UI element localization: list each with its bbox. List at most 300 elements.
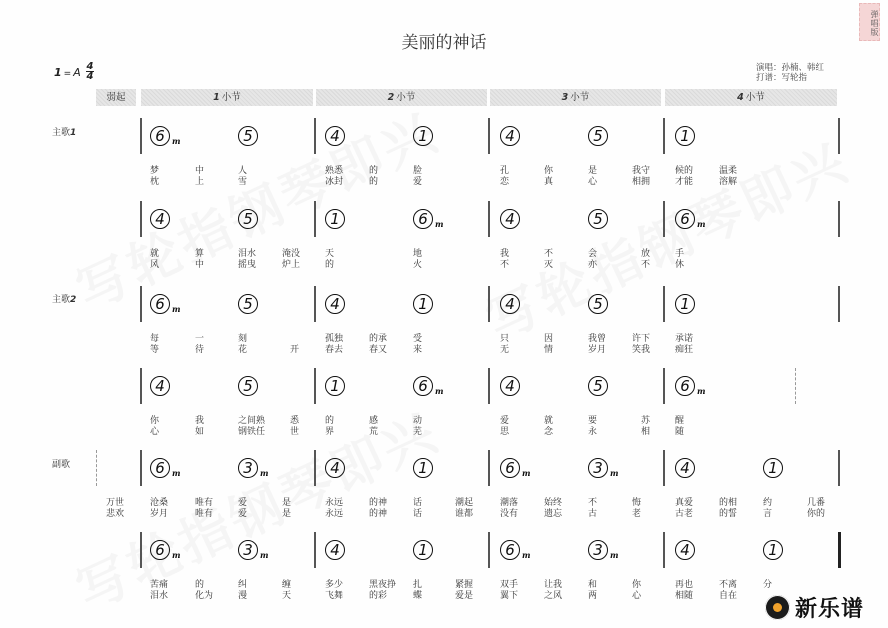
barline [838, 450, 840, 486]
lyric-line-1: 受 [413, 334, 423, 344]
lyric-line-2: 芜 [413, 427, 423, 437]
lyric-line-2: 相拥 [632, 177, 651, 187]
chord-degree-6-minor [150, 540, 181, 560]
chord-number: 1 [418, 295, 428, 313]
lyric-line-2: 相 [641, 427, 651, 437]
barline [488, 286, 490, 322]
lyric-line-1: 是 [588, 166, 598, 176]
barline [140, 118, 142, 154]
chord-degree-4 [150, 376, 170, 396]
chord-degree-5 [588, 209, 608, 229]
section-label-verse2: 主歌2 [52, 295, 77, 305]
lyric-line-1: 因 [544, 334, 554, 344]
chord-number: 5 [593, 127, 603, 145]
lyric-line-1: 苦痛 [150, 580, 169, 590]
lyric-line-1: 的相 [719, 498, 738, 508]
chord-degree-4 [500, 209, 520, 229]
lyric-line-2: 真 [544, 177, 554, 187]
lyric-line-1: 要 [588, 416, 598, 426]
lyric-line-2: 的彩 [369, 591, 388, 601]
lyric-line-1: 不 [544, 249, 554, 259]
lyric-line-2: 春去 [325, 345, 344, 355]
chord-quality: m [172, 468, 181, 478]
chord-number: 6 [505, 541, 515, 559]
chord-degree-4 [500, 294, 520, 314]
lyric-line-1: 淹没 [282, 249, 301, 259]
chord-quality: m [260, 468, 269, 478]
chord-number: 6 [418, 377, 428, 395]
lyric-line-2: 的神 [369, 509, 388, 519]
chord-number: 1 [768, 459, 778, 477]
lyric-line-2: 亦 [588, 260, 598, 270]
lyric-line-2: 花 [238, 345, 248, 355]
lyric-line-2: 如 [195, 427, 205, 437]
chord-number: 6 [680, 210, 690, 228]
chord-number: 4 [330, 541, 340, 559]
chord-number: 6 [155, 541, 165, 559]
chord-number: 6 [155, 459, 165, 477]
chord-number: 1 [680, 295, 690, 313]
lyric-line-1: 话 [413, 498, 423, 508]
time-signature [86, 62, 94, 81]
measure-label: 小节 [221, 92, 241, 103]
lyric-line-2: 念 [544, 427, 554, 437]
lyric-line-1: 悔 [632, 498, 642, 508]
lyric-line-2: 灭 [544, 260, 554, 270]
lyric-line-1: 手 [675, 249, 685, 259]
lyric-line-1: 约 [763, 498, 773, 508]
lyric-line-1: 一 [195, 334, 205, 344]
barline [488, 201, 490, 237]
lyric-line-2: 爱是 [455, 591, 474, 601]
chord-quality: m [260, 550, 269, 560]
lyric-line-2: 来 [413, 345, 423, 355]
lyric-line-1: 分 [763, 580, 773, 590]
chord-degree-1 [413, 294, 433, 314]
lyric-line-1: 紧握 [455, 580, 474, 590]
measure-num: 1 [213, 92, 220, 103]
chord-quality: m [435, 386, 444, 396]
chord-degree-3-minor [238, 458, 269, 478]
chord-number: 1 [418, 127, 428, 145]
lyric-line-1: 就 [544, 416, 554, 426]
section-label-verse1: 主歌1 [52, 128, 77, 138]
lyric-line-1: 是 [282, 498, 292, 508]
chord-number: 4 [505, 127, 515, 145]
lyric-line-1: 我 [500, 249, 510, 259]
lyric-line-1: 的 [369, 166, 379, 176]
chord-quality: m [610, 550, 619, 560]
lyric-line-1: 泪水 [238, 249, 257, 259]
chord-number: 4 [155, 377, 165, 395]
lyric-line-1: 扎 [413, 580, 423, 590]
lyric-line-1: 我曾 [588, 334, 607, 344]
lyric-line-2: 谁都 [455, 509, 474, 519]
lyric-line-1: 双手 [500, 580, 519, 590]
lyric-line-2: 情 [544, 345, 554, 355]
lyric-line-2: 之风 [544, 591, 563, 601]
barline [838, 118, 840, 154]
chord-degree-6-minor [675, 209, 706, 229]
barline [663, 118, 665, 154]
measure-header-1 [141, 89, 313, 106]
chord-number: 6 [418, 210, 428, 228]
chord-quality: m [610, 468, 619, 478]
lyric-line-1: 纠 [238, 580, 248, 590]
lyric-line-1: 的 [325, 416, 335, 426]
lyric-line-1: 我 [195, 416, 205, 426]
barline [838, 201, 840, 237]
lyric-line-2: 两 [588, 591, 598, 601]
barline [140, 368, 142, 404]
barline [488, 532, 490, 568]
barline [140, 201, 142, 237]
chord-degree-3-minor [238, 540, 269, 560]
chord-number: 6 [680, 377, 690, 395]
chord-number: 5 [243, 377, 253, 395]
lyric-line-1: 候的 [675, 166, 694, 176]
lyric-line-2: 风 [150, 260, 160, 270]
chord-degree-6-minor [500, 458, 531, 478]
chord-quality: m [172, 304, 181, 314]
vinyl-record-icon [765, 595, 790, 620]
barline [663, 286, 665, 322]
chord-degree-1 [325, 376, 345, 396]
lyric-line-2: 摇曳 [238, 260, 257, 270]
lyric-line-2: 永远 [325, 509, 344, 519]
lyric-line-1: 醒 [675, 416, 685, 426]
barline [488, 368, 490, 404]
chord-degree-4 [500, 126, 520, 146]
lyric-line-2: 话 [413, 509, 423, 519]
chord-degree-5 [238, 126, 258, 146]
lyric-line-2: 永 [588, 427, 598, 437]
lyric-line-2: 等 [150, 345, 160, 355]
lyric-line-1: 刻 [238, 334, 248, 344]
lyric-line-2: 你的 [807, 509, 826, 519]
edition-tag: 弹唱版 [859, 3, 880, 41]
chord-degree-4 [150, 209, 170, 229]
site-logo [765, 592, 864, 622]
barline [488, 450, 490, 486]
lyric-line-1: 就 [150, 249, 160, 259]
chord-number: 4 [680, 541, 690, 559]
lyric-line-2: 相随 [675, 591, 694, 601]
time-bottom: 4 [86, 71, 94, 82]
lyric-line-2: 化为 [195, 591, 214, 601]
lyric-line-1: 潮落 [500, 498, 519, 508]
measure-header-2 [316, 89, 487, 106]
lyric-line-2: 上 [195, 177, 205, 187]
lyric-line-2: 不 [500, 260, 510, 270]
chord-number: 6 [155, 127, 165, 145]
lyric-line-1: 梦 [150, 166, 160, 176]
chord-degree-4 [325, 540, 345, 560]
lyric-line-2: 遗忘 [544, 509, 563, 519]
lyric-line-2: 随 [675, 427, 685, 437]
lyric-line-2: 蝶 [413, 591, 423, 601]
chord-degree-6-minor [413, 376, 444, 396]
chord-number: 5 [593, 377, 603, 395]
barline [314, 368, 316, 404]
lyric-line-2: 心 [588, 177, 598, 187]
lyric-line-2: 的 [325, 260, 335, 270]
lyric-line-2: 言 [763, 509, 773, 519]
lyric-line-2: 翼下 [500, 591, 519, 601]
measure-num: 2 [387, 92, 395, 103]
lyric-line-2: 不 [641, 260, 651, 270]
chord-degree-5 [238, 209, 258, 229]
chord-quality: m [522, 550, 531, 560]
chord-degree-6-minor [500, 540, 531, 560]
chord-quality: m [172, 550, 181, 560]
lyric-line-2: 岁月 [150, 509, 169, 519]
chord-degree-1 [413, 540, 433, 560]
lyric-line-1: 温柔 [719, 166, 738, 176]
chord-number: 5 [593, 210, 603, 228]
credits [756, 63, 824, 83]
chord-degree-4 [500, 376, 520, 396]
chord-quality: m [172, 136, 181, 146]
lyric-line-1: 不 [588, 498, 598, 508]
chord-degree-1 [413, 126, 433, 146]
lyric-line-1: 潮起 [455, 498, 474, 508]
barline [663, 368, 665, 404]
lyric-line-2: 漫 [238, 591, 248, 601]
lyric-line-1: 不离 [719, 580, 738, 590]
chord-number: 1 [418, 459, 428, 477]
chord-degree-6-minor [150, 458, 181, 478]
lyric-line-2: 开 [290, 345, 300, 355]
lyric-line-1: 的 [195, 580, 205, 590]
lyric-line-1: 孤独 [325, 334, 344, 344]
chord-number: 3 [593, 459, 603, 477]
barline [140, 286, 142, 322]
lyric-line-2: 雪 [238, 177, 248, 187]
barline [314, 286, 316, 322]
chord-quality: m [522, 468, 531, 478]
lyric-line-2: 爱 [413, 177, 423, 187]
measure-label: 小节 [745, 92, 765, 103]
chord-degree-6-minor [413, 209, 444, 229]
chord-number: 1 [418, 541, 428, 559]
chord-number: 4 [680, 459, 690, 477]
lyric-line-2: 唯有 [195, 509, 214, 519]
lyric-line-1: 的承 [369, 334, 388, 344]
barline [795, 368, 796, 404]
chord-degree-5 [588, 294, 608, 314]
chord-number: 5 [593, 295, 603, 313]
song-title: 美丽的神话 [401, 33, 487, 53]
lyric-line-1: 之间熟 [238, 416, 266, 426]
measure-label: 小节 [396, 92, 416, 103]
barline [663, 201, 665, 237]
chord-quality: m [435, 219, 444, 229]
lyric-line-2: 中 [195, 260, 205, 270]
chord-number: 1 [330, 210, 340, 228]
chord-degree-4 [675, 458, 695, 478]
chord-degree-5 [238, 294, 258, 314]
chord-degree-6-minor [675, 376, 706, 396]
lyric-line-2: 古老 [675, 509, 694, 519]
lyric-line-2: 枕 [150, 177, 160, 187]
chord-quality: m [697, 386, 706, 396]
chord-degree-5 [588, 126, 608, 146]
chord-number: 5 [243, 210, 253, 228]
lyric-line-1: 万世 [106, 498, 125, 508]
barline [838, 286, 840, 322]
lyric-line-2: 火 [413, 260, 423, 270]
lyric-line-1: 脸 [413, 166, 423, 176]
lyric-line-1: 几番 [807, 498, 826, 508]
key-name: A [73, 66, 81, 79]
barline [314, 201, 316, 237]
lyric-line-1: 爱 [500, 416, 510, 426]
lyric-line-1: 孔 [500, 166, 510, 176]
lyric-line-2: 心 [150, 427, 160, 437]
chord-degree-1 [413, 458, 433, 478]
lyric-line-1: 感 [369, 416, 379, 426]
lyric-line-1: 熟悉 [325, 166, 344, 176]
lyric-line-2: 春又 [369, 345, 388, 355]
lyric-line-2: 思 [500, 427, 510, 437]
lyric-line-1: 承诺 [675, 334, 694, 344]
lyric-line-2: 待 [195, 345, 205, 355]
chord-number: 6 [155, 295, 165, 313]
chord-degree-6-minor [150, 126, 181, 146]
lyric-line-1: 爱 [238, 498, 248, 508]
chord-degree-5 [238, 376, 258, 396]
lyric-line-2: 荒 [369, 427, 379, 437]
lyric-line-2: 炉上 [282, 260, 301, 270]
chord-number: 3 [243, 459, 253, 477]
lyric-line-2: 老 [632, 509, 642, 519]
barline [488, 118, 490, 154]
lyric-line-1: 让我 [544, 580, 563, 590]
lyric-line-2: 没有 [500, 509, 519, 519]
lyric-line-2: 是 [282, 509, 292, 519]
lyric-line-2: 自在 [719, 591, 738, 601]
barline [663, 450, 665, 486]
chord-degree-1 [763, 458, 783, 478]
lyric-line-1: 沧桑 [150, 498, 169, 508]
chord-number: 3 [593, 541, 603, 559]
chord-number: 1 [768, 541, 778, 559]
lyric-line-2: 的 [369, 177, 379, 187]
chord-degree-1 [675, 126, 695, 146]
lyric-line-2: 界 [325, 427, 335, 437]
pickup-label: 弱起 [106, 92, 126, 103]
lyric-line-1: 中 [195, 166, 205, 176]
lyric-line-2: 岁月 [588, 345, 607, 355]
lyric-line-1: 多少 [325, 580, 344, 590]
lyric-line-1: 放 [641, 249, 651, 259]
lyric-line-2: 恋 [500, 177, 510, 187]
barline [140, 532, 142, 568]
chord-quality: m [697, 219, 706, 229]
lyric-line-2: 休 [675, 260, 685, 270]
lyric-line-2: 笑我 [632, 345, 651, 355]
lyric-line-2: 溶解 [719, 177, 738, 187]
pickup-header [96, 89, 136, 106]
chord-number: 1 [680, 127, 690, 145]
chord-number: 4 [330, 295, 340, 313]
barline [140, 450, 142, 486]
lyric-line-2: 钢铁任 [238, 427, 266, 437]
barline [314, 118, 316, 154]
measure-header-3 [490, 89, 661, 106]
lyric-line-2: 心 [632, 591, 642, 601]
chord-number: 5 [243, 127, 253, 145]
lyric-line-1: 苏 [641, 416, 651, 426]
lyric-line-1: 悉 [290, 416, 300, 426]
lyric-line-1: 的神 [369, 498, 388, 508]
lyric-line-1: 再也 [675, 580, 694, 590]
transcriber: 打谱：写轮指 [756, 73, 808, 83]
lyric-line-1: 你 [544, 166, 554, 176]
chord-degree-1 [675, 294, 695, 314]
lyric-line-2: 飞舞 [325, 591, 344, 601]
chord-degree-1 [325, 209, 345, 229]
chord-degree-4 [325, 126, 345, 146]
lyric-line-1: 唯有 [195, 498, 214, 508]
chord-number: 5 [243, 295, 253, 313]
lyric-line-2: 世 [290, 427, 300, 437]
lyric-line-1: 黑夜挣 [369, 580, 397, 590]
watermark [63, 91, 450, 325]
measure-label: 小节 [570, 92, 590, 103]
chord-degree-4 [675, 540, 695, 560]
lyric-line-1: 永远 [325, 498, 344, 508]
lyric-line-1: 动 [413, 416, 423, 426]
lyric-line-2: 无 [500, 345, 510, 355]
key-signature [54, 66, 81, 79]
barline [314, 450, 316, 486]
measure-num: 3 [561, 92, 569, 103]
lyric-line-1: 你 [632, 580, 642, 590]
lyric-line-1: 始终 [544, 498, 563, 508]
logo-text: 新乐谱 [795, 596, 865, 622]
chord-degree-3-minor [588, 540, 619, 560]
chord-number: 4 [330, 127, 340, 145]
chord-degree-4 [325, 294, 345, 314]
lyric-line-1: 缠 [282, 580, 292, 590]
chord-degree-4 [325, 458, 345, 478]
lyric-line-2: 泪水 [150, 591, 169, 601]
chord-number: 4 [505, 295, 515, 313]
lyric-line-2: 冰封 [325, 177, 344, 187]
lyric-line-1: 我守 [632, 166, 651, 176]
barline [838, 532, 841, 568]
chord-number: 4 [505, 377, 515, 395]
chord-degree-1 [763, 540, 783, 560]
chord-degree-5 [588, 376, 608, 396]
chord-number: 6 [505, 459, 515, 477]
lyric-line-2: 古 [588, 509, 598, 519]
lyric-line-1: 算 [195, 249, 205, 259]
chord-number: 4 [330, 459, 340, 477]
lyric-line-1: 地 [413, 249, 423, 259]
lyric-line-2: 痴狂 [675, 345, 694, 355]
section-label-chorus: 副歌 [52, 460, 71, 470]
lyric-line-1: 每 [150, 334, 160, 344]
time-top: 4 [86, 61, 94, 72]
watermark [473, 121, 860, 355]
lyric-line-2: 悲欢 [106, 509, 125, 519]
lyric-line-1: 天 [325, 249, 335, 259]
lyric-line-1: 你 [150, 416, 160, 426]
lyric-line-1: 只 [500, 334, 510, 344]
